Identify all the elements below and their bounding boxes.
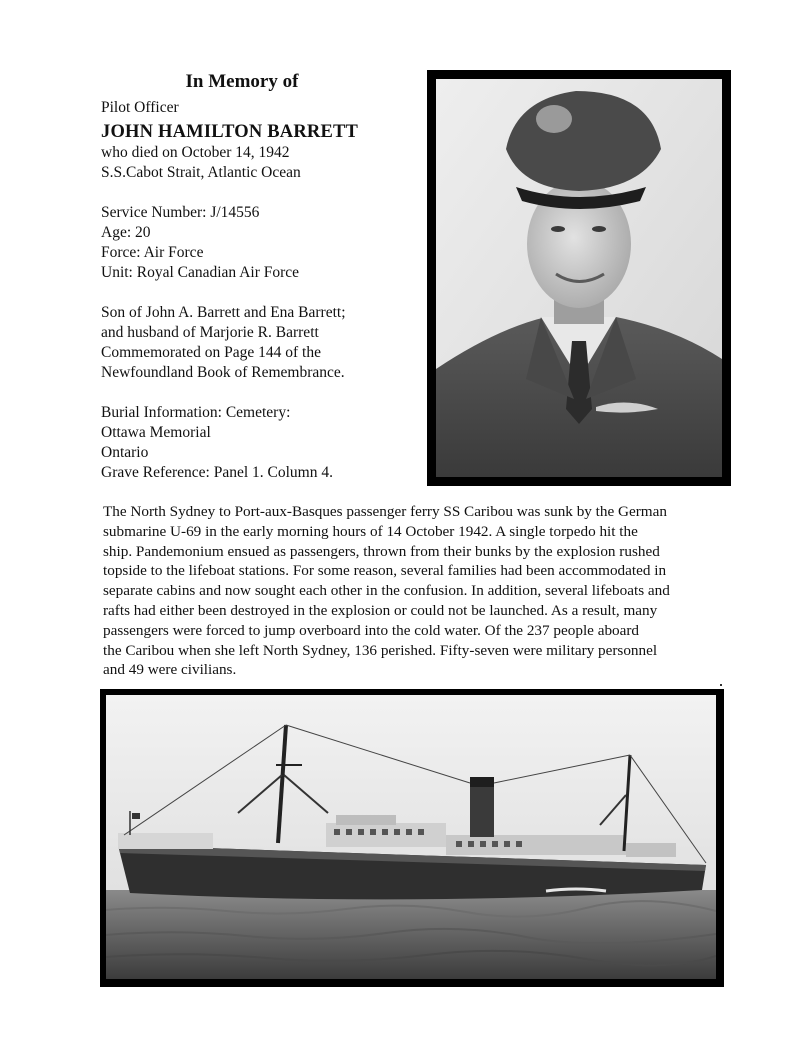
narrative-line: passengers were forced to jump overboard into the cold water. Of the 237 people aboard — [103, 621, 640, 639]
portrait-photo — [427, 70, 731, 486]
ship-photo — [100, 689, 724, 987]
family-line-3: Commemorated on Page 144 of the — [101, 344, 321, 361]
service-number: Service Number: J/14556 — [101, 204, 260, 221]
narrative-line: the Caribou when she left North Sydney, 136 perished. Fifty-seven were military personnel — [103, 641, 658, 659]
page-title: In Memory of — [185, 71, 299, 92]
portrait-image — [436, 79, 722, 477]
narrative-line: ship. Pandemonium ensued as passengers, thrown from their bunks by the explosion rushed — [103, 542, 660, 560]
death-date: who died on October 14, 1942 — [101, 144, 290, 161]
narrative-line: and 49 were civilians. — [103, 661, 237, 679]
death-location: S.S.Cabot Strait, Atlantic Ocean — [101, 164, 301, 181]
burial-line-3: Ontario — [101, 444, 149, 461]
family-line-2: and husband of Marjorie R. Barrett — [101, 324, 319, 341]
burial-line-4: Grave Reference: Panel 1. Column 4. — [101, 464, 333, 481]
person-name: JOHN HAMILTON BARRETT — [101, 122, 359, 142]
narrative-line: submarine U-69 in the early morning hours of 14 October 1942. A single torpedo hit the — [103, 522, 638, 540]
unit: Unit: Royal Canadian Air Force — [101, 264, 300, 281]
rank: Pilot Officer — [101, 99, 179, 116]
narrative-line: rafts had either been destroyed in the explosion or could not be launched. As a result, many — [103, 601, 658, 619]
burial-line-1: Burial Information: Cemetery: — [101, 404, 291, 421]
narrative-paragraph — [103, 502, 733, 680]
narrative-line: separate cabins and now sought each other in the confusion. In addition, several lifeboats and — [103, 582, 670, 600]
narrative-line: The North Sydney to Port-aux-Basques passenger ferry SS Caribou was sunk by the German — [103, 503, 667, 520]
force: Force: Air Force — [101, 244, 204, 261]
burial-line-2: Ottawa Memorial — [101, 424, 211, 441]
page-mark — [720, 684, 722, 686]
family-line-4: Newfoundland Book of Remembrance. — [101, 364, 345, 381]
ship-image — [106, 695, 716, 979]
family-line-1: Son of John A. Barrett and Ena Barrett; — [101, 304, 346, 321]
narrative-line: topside to the lifeboat stations. For some reason, several families had been accommodated in — [103, 562, 667, 580]
age: Age: 20 — [101, 224, 151, 241]
